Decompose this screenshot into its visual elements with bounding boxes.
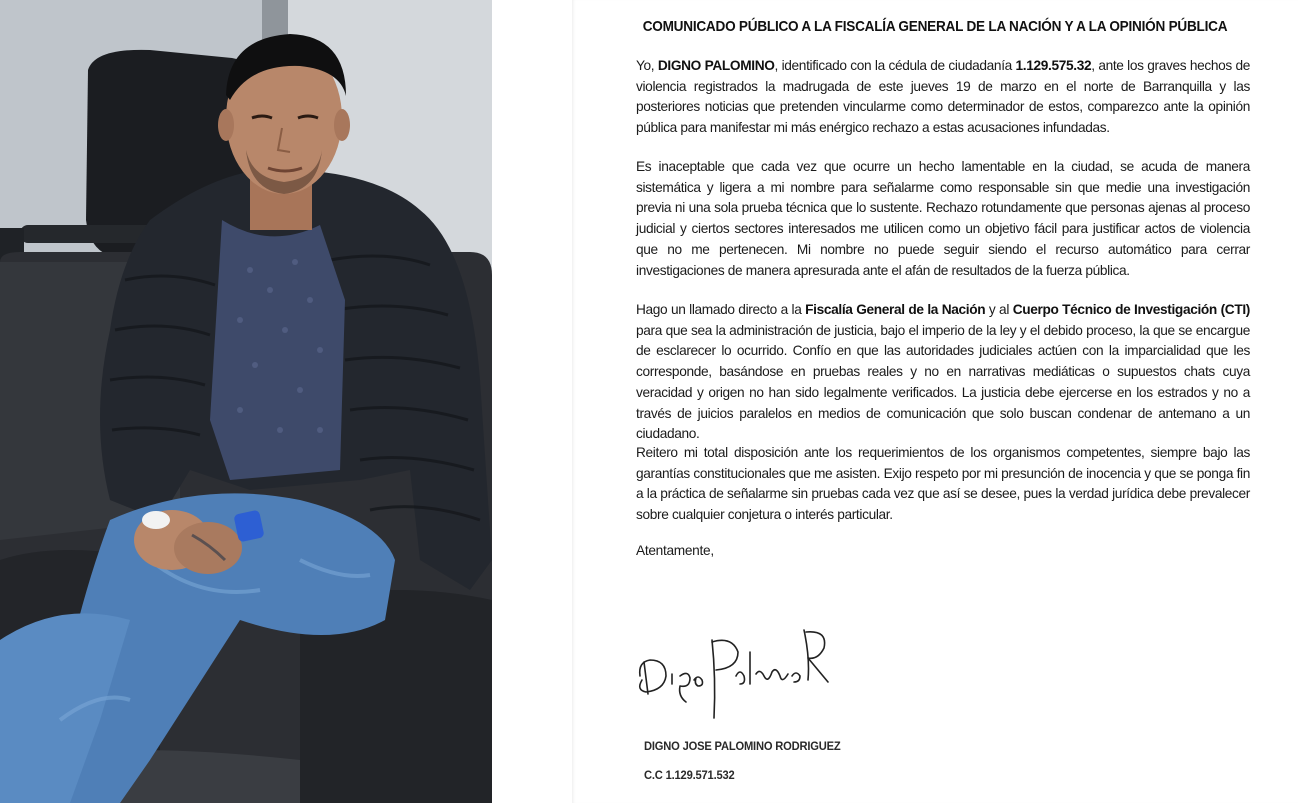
bold-name: DIGNO PALOMINO — [657, 58, 775, 73]
bold-cti: Cuerpo Técnico de Investigación (CTI) — [1012, 302, 1251, 317]
image-divider — [492, 0, 572, 803]
handwritten-signature — [632, 618, 832, 728]
text-segment: , ante los graves hechos de violencia registrados la madrugada de este jueves 19 de marzo en el norte de Barranquilla y las posteriores noticias que pretenden vincularme como determinador de estos, comparezco ante la opinión pública para manifestar mi más enérgico rechazo a estas acusaciones infundadas. — [636, 58, 1250, 136]
signer-id: C.C 1.129.571.532 — [644, 768, 735, 782]
bold-fiscalia: Fiscalía General de la Nación — [805, 302, 986, 317]
text-segment: Hago un llamado directo a la — [636, 302, 806, 317]
paragraph-1 — [636, 56, 1250, 139]
text-segment: y al — [985, 302, 1013, 317]
photo-panel — [0, 0, 492, 803]
bold-cedula: 1.129.575.32 — [1015, 58, 1092, 73]
closing-salutation: Atentamente, — [636, 543, 714, 558]
text-segment: para que sea la administración de justicia, bajo el imperio de la ley y el debido proceso, la que se encargue de esclarecer lo ocurrido. Confío en que las autoridades judiciales actúen con la imparcialidad que les corresponde, basándose en pruebas reales y no en narrativas mediáticas o supuestos chats cuya veracidad y origen no han sido legalmente verificados. La justicia debe ejercerse en los estrados y no a través de juicios paralelos en medios de comunicación que solo buscan condenar de antemano a un ciudadano. — [636, 322, 1250, 442]
paragraph-2: Es inaceptable que cada vez que ocurre un hecho lamentable en la ciudad, se acuda de manera sistemática y ligera a mi nombre para señalarme como responsable sin que medie una investigación previa ni una sola prueba técnica que lo sustente. Rechazo rotundamente que personas ajenas al proceso judicial y ciertos sectores interesados me utilicen como un objetivo fácil para justificar actos de violencia que no me pertenecen. Mi nombre no puede seguir siendo el recurso automático para cerrar investigaciones de manera apresurada ante el afán de resultados de la fuerza pública. — [636, 159, 1250, 278]
public-statement-letter — [572, 0, 1298, 803]
text-segment: Yo, — [636, 58, 658, 73]
letter-title: COMUNICADO PÚBLICO A LA FISCALÍA GENERAL DE LA NACIÓN Y A LA OPINIÓN PÚBLICA — [642, 19, 1228, 35]
signer-name: DIGNO JOSE PALOMINO RODRIGUEZ — [644, 739, 841, 753]
man-seated-photo — [0, 0, 492, 803]
paragraph-4: Reitero mi total disposición ante los requerimientos de los organismos competentes, siempre bajo las garantías constitucionales que me asisten. Exijo respeto por mi presunción de inocencia y que se ponga fin a la práctica de señalarme sin pruebas cada vez que así se desee, pues la verdad jurídica debe prevalecer sobre cualquier conjetura o interés particular. — [636, 445, 1250, 523]
paragraph-3 — [636, 300, 1250, 445]
text-segment: , identificado con la cédula de ciudadanía — [774, 58, 1016, 73]
